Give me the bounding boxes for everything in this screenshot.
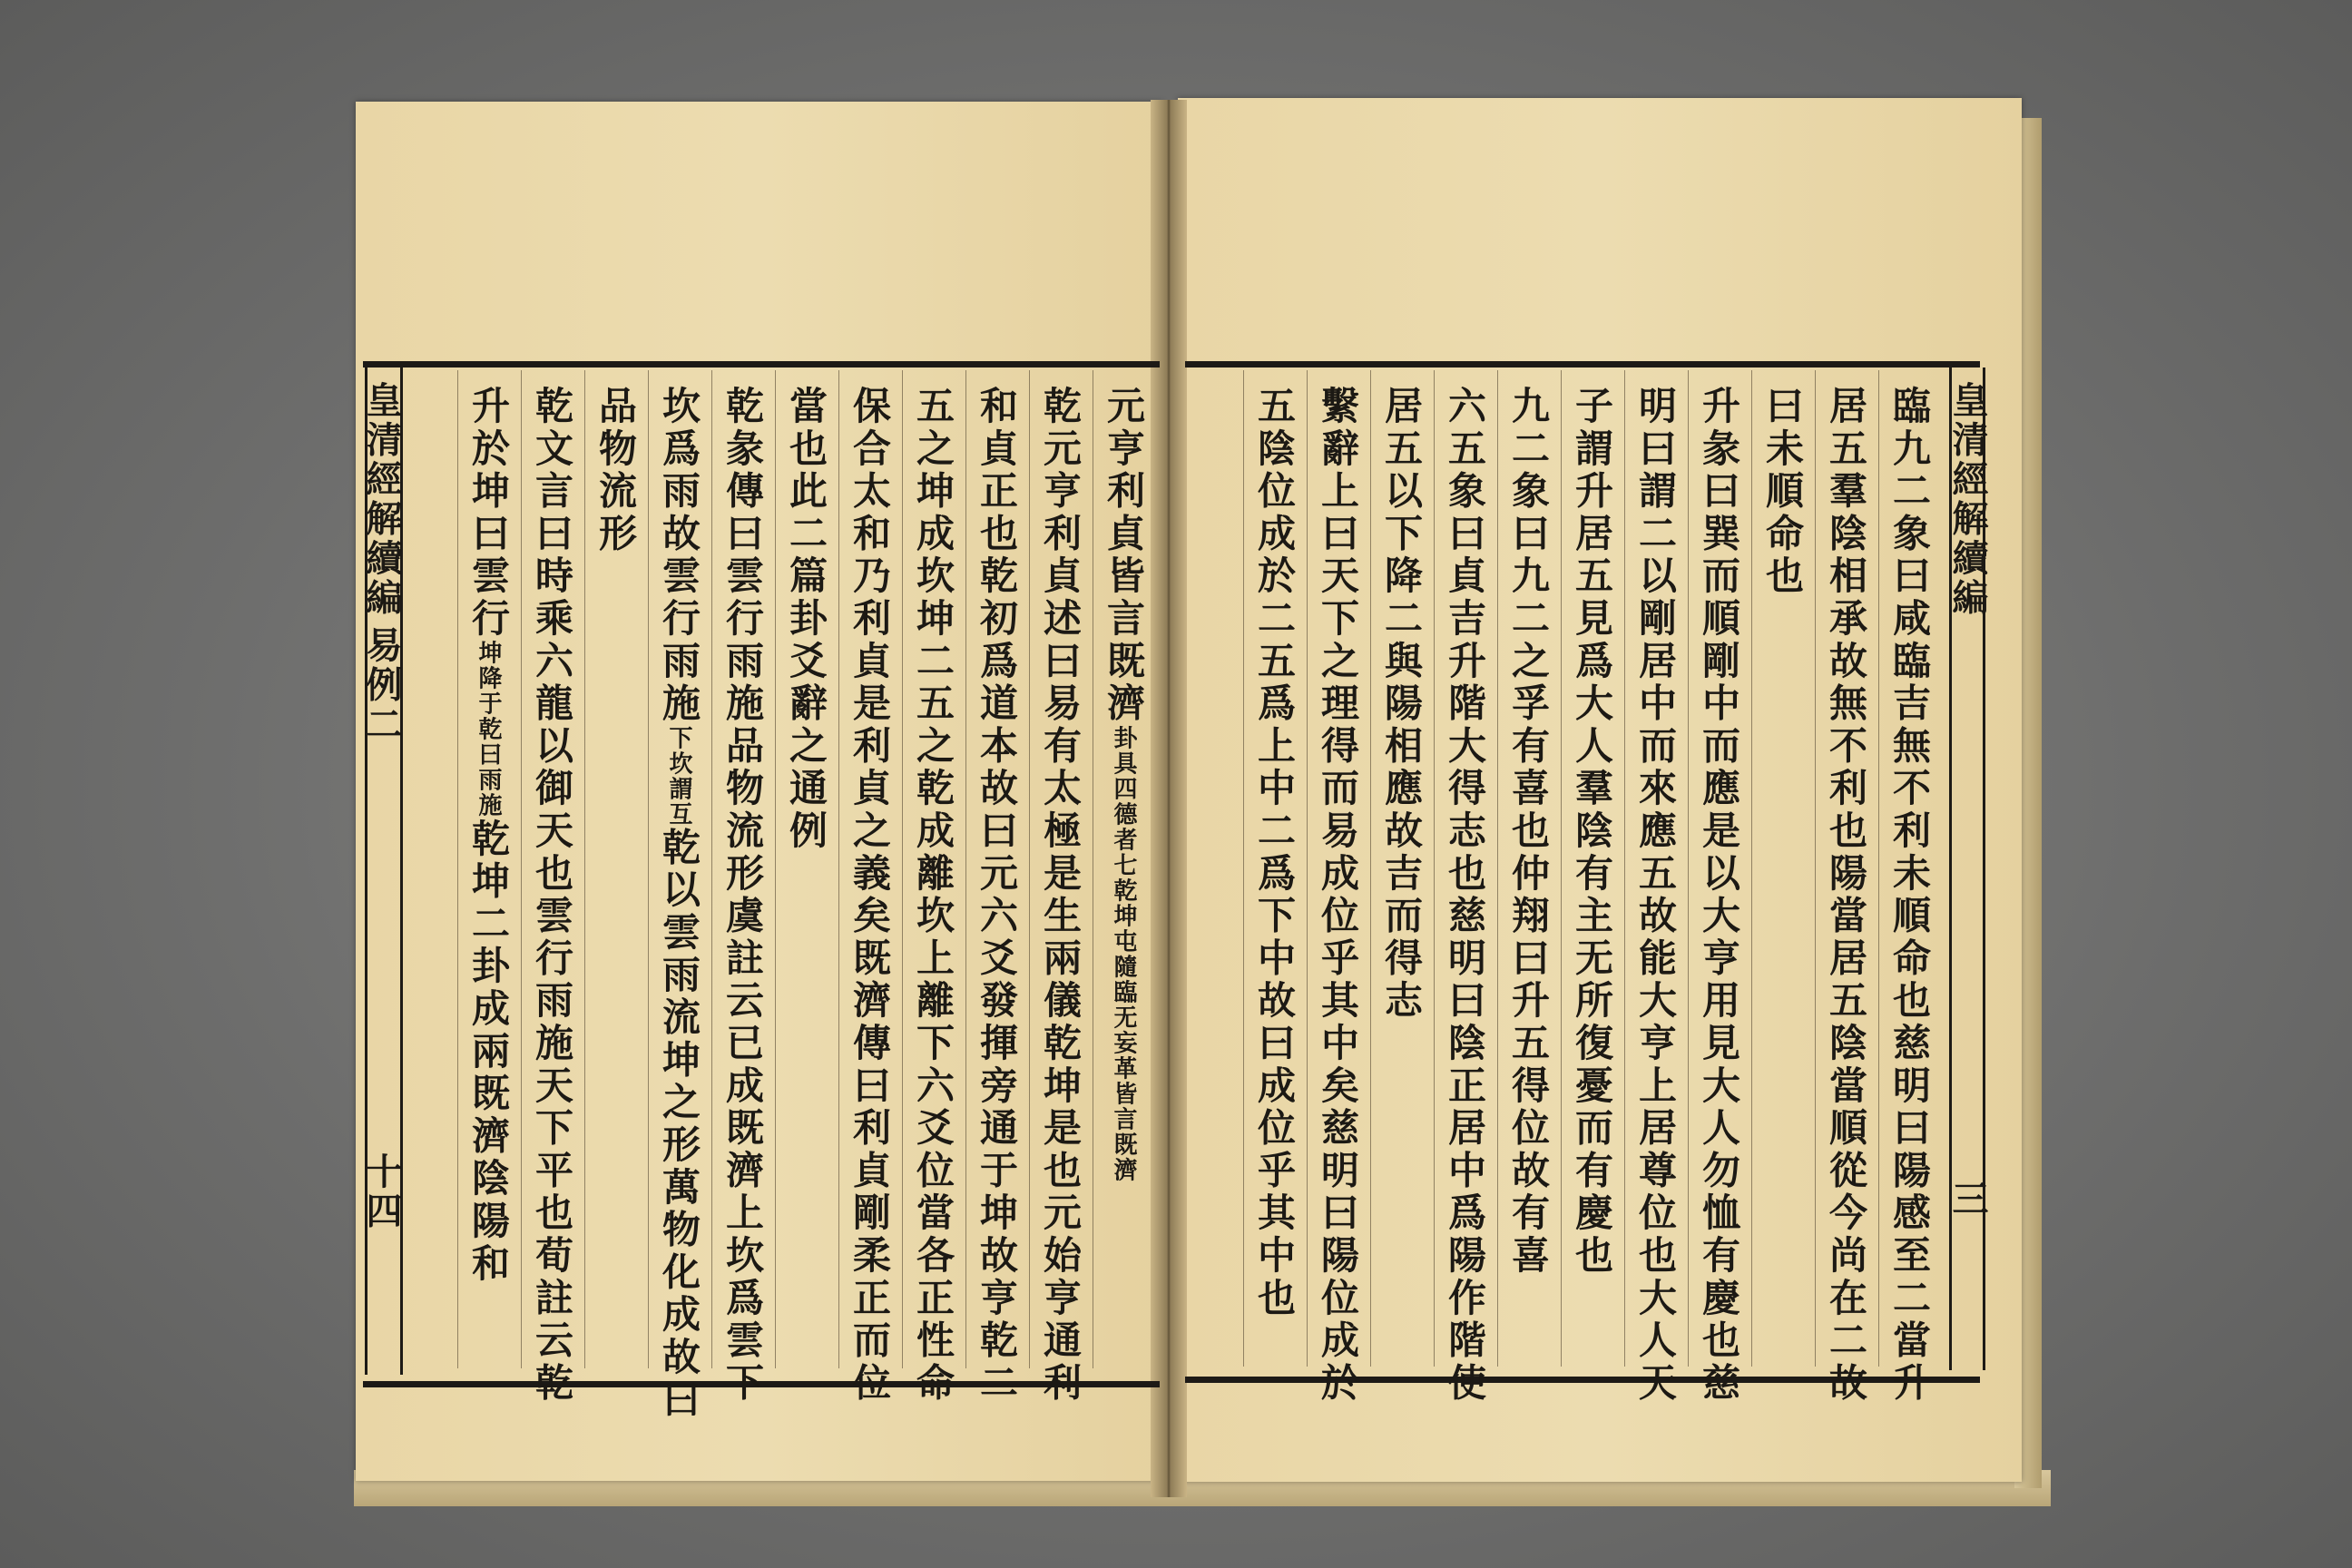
column-rule — [584, 370, 585, 1368]
right-page-column: 居五羣陰相承故無不利也陽當居五陰當順從今尚在二故 — [1824, 386, 1868, 1406]
column-rule — [457, 370, 458, 1368]
column-main-text: 升於坤曰雲行 — [466, 386, 511, 641]
right-page-column: 臨九二象曰咸臨吉無不利未順命也慈明曰陽感至二當升 — [1887, 386, 1932, 1406]
left-page-column — [655, 386, 702, 1422]
column-main-text: 乾彖傳曰雲行雨施品物流形虞註云已成既濟上坎爲雲下 — [720, 386, 765, 1406]
column-rule — [775, 370, 776, 1368]
column-main-text: 保合太和乃利貞是利貞之義矣既濟傳曰利貞剛柔正而位 — [848, 386, 892, 1406]
column-rule — [1624, 370, 1625, 1367]
column-rule — [1434, 370, 1435, 1367]
right-page-column: 九二象曰九二之孚有喜也仲翔曰升五得位故有喜 — [1506, 386, 1551, 1278]
right-page-running-head: 皇清經解續編 — [1946, 381, 1989, 618]
right-page-column: 六五象曰貞吉升階大得志也慈明曰陰正居中爲陽作階使 — [1443, 386, 1487, 1406]
column-rule — [1878, 370, 1879, 1367]
column-rule — [1243, 370, 1244, 1367]
left-page-column — [846, 386, 893, 1405]
left-page-column — [782, 386, 829, 853]
left-page-running-head: 皇清經解續編 — [360, 381, 403, 618]
right-page-column: 繫辭上曰天下之理得而易成位乎其中矣慈明曰陽位成於 — [1316, 386, 1360, 1406]
left-page-column — [909, 386, 956, 1405]
column-rule — [1751, 370, 1752, 1367]
column-rule — [648, 370, 649, 1368]
column-main-text: 和貞正也乾初爲道本故曰元六爻發揮旁通于坤故亨乾二 — [975, 386, 1019, 1406]
column-rule — [1815, 370, 1816, 1367]
column-rule — [1370, 370, 1371, 1367]
column-main-text: 當也此二篇卦爻辭之通例 — [784, 386, 828, 853]
column-rule — [1561, 370, 1562, 1367]
right-page-column: 升彖曰巽而順剛中而應是以大亨用見大人勿恤有慶也慈 — [1697, 386, 1741, 1406]
left-page-column — [973, 386, 1020, 1405]
column-main-text: 五之坤成坎坤二五之乾成離坎上離下六爻位當各正性命 — [911, 386, 956, 1406]
column-rule — [1497, 370, 1498, 1367]
right-page-column: 五陰位成於二五爲上中二爲下中故曰成位乎其中也 — [1252, 386, 1297, 1320]
left-page-section: 易例二 — [360, 626, 403, 745]
column-main-text-continued: 乾以雲雨流坤之形萬物化成故曰 — [657, 827, 701, 1422]
left-page-column — [528, 386, 575, 1405]
right-page-folio: 三 — [1946, 1180, 1989, 1220]
column-main-text: 乾文言曰時乘六龍以御天也雲行雨施天下平也荀註云乾 — [530, 386, 574, 1406]
left-page-column — [1100, 386, 1147, 1182]
left-page-column — [719, 386, 766, 1405]
column-main-text: 坎爲雨故雲行雨施 — [657, 386, 701, 726]
left-page-column — [465, 386, 512, 1286]
column-interlinear-note: 坤降于乾曰雨施 — [475, 640, 502, 818]
column-main-text: 乾元亨利貞述曰易有太極是生兩儀乾坤是也元始亨通利 — [1038, 386, 1083, 1406]
left-page-column — [592, 386, 639, 555]
column-interlinear-note: 下坎謂互 — [665, 725, 692, 828]
column-rule — [965, 370, 966, 1368]
column-main-text-continued: 乾坤二卦成兩既濟陰陽和 — [466, 818, 511, 1286]
column-rule — [711, 370, 712, 1368]
column-rule — [521, 370, 522, 1368]
column-main-text: 品物流形 — [593, 386, 638, 556]
column-rule — [902, 370, 903, 1368]
right-page-column: 曰未順命也 — [1760, 386, 1805, 598]
column-rule — [838, 370, 839, 1368]
right-page-column: 居五以下降二與陽相應故吉而得志 — [1379, 386, 1424, 1023]
column-interlinear-note: 卦具四德者七乾坤屯隨臨无妄革皆言既濟 — [1110, 725, 1137, 1183]
right-page-column: 子謂升居五見爲大人羣陰有主无所復憂而有慶也 — [1570, 386, 1614, 1278]
left-page-column — [1036, 386, 1083, 1405]
right-page-column: 明曰謂二以剛居中而來應五故能大亨上居尊位也大人天 — [1633, 386, 1678, 1406]
left-page-folio: 十四 — [360, 1152, 403, 1231]
column-main-text: 元亨利貞皆言既濟 — [1102, 386, 1146, 726]
column-rule — [1029, 370, 1030, 1368]
column-rule — [1307, 370, 1308, 1367]
column-rule — [1688, 370, 1689, 1367]
